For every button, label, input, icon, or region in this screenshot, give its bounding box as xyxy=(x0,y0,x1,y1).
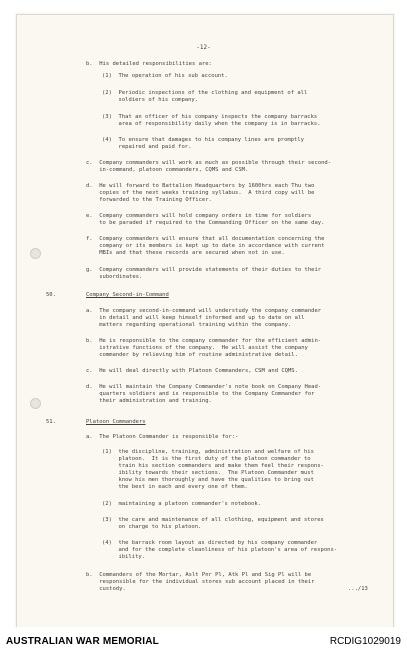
punch-hole xyxy=(30,398,41,409)
body-line: and for the complete cleanliness of his platoon's area of respons- xyxy=(102,547,338,553)
footer-institution: AUSTRALIAN WAR MEMORIAL xyxy=(6,636,159,647)
body-line: train his section commanders and make them feel their respons- xyxy=(102,463,324,469)
body-line: e. Company commanders will hold company orders in time for soldiers xyxy=(86,213,312,219)
body-line: d. He will maintain the Company Commander's note book on Company Head- xyxy=(86,384,322,390)
body-line: area of responsibility daily when the company is in barracks. xyxy=(102,121,321,127)
body-line: in-command, platoon commanders, CQMS and CSM. xyxy=(86,167,249,173)
body-line: a. The Platoon Commander is responsible for:- xyxy=(86,434,239,440)
continuation-marker: .../13 xyxy=(348,586,368,592)
section-heading: Platoon Commanders xyxy=(86,419,146,425)
body-line: platoon. It is the first duty of the platoon commander to xyxy=(102,456,311,462)
body-line: the best in each and every one of them. xyxy=(102,484,248,490)
body-line: (2) Periodic inspections of the clothing and equipment of all xyxy=(102,90,308,96)
body-line: b. His detailed responsibilities are: xyxy=(86,61,212,67)
body-line: on charge to his platoon. xyxy=(102,524,202,530)
body-line: (1) The operation of his sub account. xyxy=(102,73,228,79)
footer-record-id: RCDIG1029019 xyxy=(329,636,401,647)
body-line: (3) the care and maintenance of all clothing, equipment and stores xyxy=(102,517,324,523)
body-line: in detail and will keep himself informed and up to date on all xyxy=(86,315,305,321)
body-line: forwarded to the Training Officer. xyxy=(86,197,212,203)
page-number: -12- xyxy=(196,44,211,51)
body-line: b. Commanders of the Mortar, Aslt Pnr Pl, Atk Pl and Sig Pl will be xyxy=(86,572,312,578)
section-heading: Company Second-in-Command xyxy=(86,292,169,298)
archive-footer xyxy=(0,627,407,654)
punch-hole xyxy=(30,248,41,259)
body-line: MBIs and that these records are secured when not in use. xyxy=(86,250,285,256)
body-line: (4) the barrack room layout as directed by his company commander xyxy=(102,540,318,546)
body-line: responsible for the individual stores sub account placed in their xyxy=(86,579,315,585)
body-line: to be paraded if required to the Commanding Officer on the same day. xyxy=(86,220,325,226)
body-line: commander by relieving him of routine administrative detail. xyxy=(86,352,298,358)
body-line: a. The company second-in-command will understudy the company commander xyxy=(86,308,322,314)
body-line: istrative functions of the company. He will assist the company xyxy=(86,345,308,351)
body-line: d. He will forward to Battalion Headquarters by 1600hrs each Thu two xyxy=(86,183,315,189)
body-line: (1) the discipline, training, administration and welfare of his xyxy=(102,449,314,455)
body-line: custody. xyxy=(86,586,126,592)
body-line: (2) maintaining a platoon commander's notebook. xyxy=(102,501,261,507)
body-line: copies of the next weeks training syllabus. A third copy will be xyxy=(86,190,315,196)
body-line: ibility towards their sections. The Platoon Commander must xyxy=(102,470,314,476)
body-line: (4) To ensure that damages to his company lines are promptly xyxy=(102,137,304,143)
body-line: repaired and paid for. xyxy=(102,144,192,150)
body-line: (3) That an officer of his company inspects the company barracks xyxy=(102,114,318,120)
body-line: f. Company commanders will ensure that all documentation concerning the xyxy=(86,236,325,242)
body-line: b. He is responsible to the company commander for the efficient admin- xyxy=(86,338,322,344)
body-line: know his men thoroughly and have the qualities to bring out xyxy=(102,477,314,483)
body-line: matters regarding operational training within the company. xyxy=(86,322,292,328)
body-line: g. Company commanders will provide statements of their duties to their xyxy=(86,267,322,273)
body-line: company or its members is kept up to date in accordance with current xyxy=(86,243,325,249)
body-line: ibility. xyxy=(102,554,146,560)
paragraph-number: 51. xyxy=(46,419,56,425)
body-line: their administration and training. xyxy=(86,398,212,404)
paragraph-number: 50. xyxy=(46,292,56,298)
body-line: subordinates. xyxy=(86,274,143,280)
body-line: c. Company commanders will work as much as possible through their second- xyxy=(86,160,332,166)
body-line: quarters soldiers and is responsible to the Company Commander for xyxy=(86,391,315,397)
body-line: c. He will deal directly with Platoon Commanders, CSM and CQMS. xyxy=(86,368,298,374)
body-line: soldiers of his company. xyxy=(102,97,199,103)
